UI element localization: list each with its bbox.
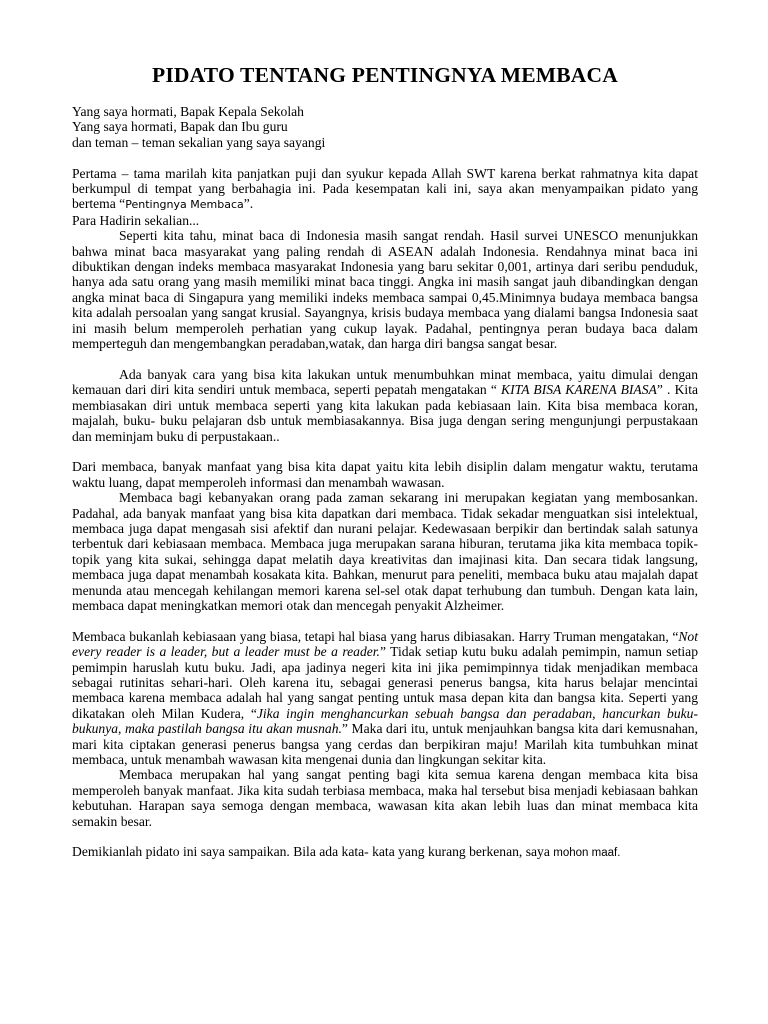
greeting-line: Yang saya hormati, Bapak dan Ibu guru [72,119,288,135]
truman-paragraph: Membaca bukanlah kebiasaan yang biasa, tetapi hal biasa yang harus dibiasakan. Harry Truman mengatakan, “Not every reader is a leader, but a leader must be a reader.” Tidak setiap kutu buku adalah pemimpin, namun setiap pemimpin haruslah kutu buku. Jadi, apa jadinya negeri kita ini jika pemimpinnya tidak menjadikan membaca sebagai rutinitas sehari-hari. Oleh karena itu, sebagai generasi penerus bangsa, kita harus belajar mencintai membaca karena membaca adalah hal yang sangat penting untuk masa depan kita dan bangsa kita. Seperti yang dikatakan oleh Milan Kudera, “Jika ingin menghancurkan sebuah bangsa dan peradaban, hancurkan buku-bukunya, maka pastilah bangsa itu akan musnah.” Maka dari itu, untuk menjauhkan bangsa kita dari kemusnahan, mari kita ciptakan generasi penerus bangsa yang cerdas dan berpikiran maju! Marilah kita tumbuhkan minat membaca, untuk menambah wawasan kita mengenai dunia dan lingkungan sekitar kita. [72,628,699,767]
apology-text: mohon maaf. [553,847,621,860]
greeting-line: Yang saya hormati, Bapak Kepala Sekolah [72,104,304,119]
cara-paragraph: Ada banyak cara yang bisa kita lakukan untuk menumbuhkan minat membaca, yaitu dimulai dengan kemauan dari diri kita sendiri untuk membaca, seperti pepatah mengatakan “ KITA BISA KARENA BIASA” . Kita membiasakan diri untuk membaca seperti yang kita lakukan pada kebiasaan lain. Kita bisa membaca koran, majalah, buku- buku pelajaran dsb untuk membiasakannya. Bisa juga dengan sering mengunjungi perpustakaan dan meminjam buku di perpustakaan.. [72,366,699,444]
hadirin-line: Para Hadirin sekalian... [72,212,200,228]
greeting-block [72,104,698,150]
truman-quote: Not every reader is a leader, but a leader must be a reader. [72,628,698,660]
proverb-quote: KITA BISA KARENA BIASA [501,382,657,398]
closing-paragraph: Demikianlah pidato ini saya sampaikan. Bila ada kata- kata yang kurang berkenan, saya mohon maaf. [72,844,621,860]
speech-document [72,62,698,862]
kudera-quote: Jika ingin menghancurkan sebuah bangsa dan peradaban, hancurkan buku-bukunya, maka pastilah bangsa itu akan musnah. [72,705,698,737]
greeting-line: dan teman – teman sekalian yang saya sayangi [72,134,326,150]
manfaat-paragraph: Dari membaca, banyak manfaat yang bisa kita dapat yaitu kita lebih disiplin dalam mengatur waktu, terutama waktu luang, dapat memperoleh informasi dan menambah wawasan. [72,459,698,490]
opening-paragraph: Pertama – tama marilah kita panjatkan puji dan syukur kepada Allah SWT karena berkat rahmatnya kita dapat berkumpul di tempat yang berbahagia ini. Pada kesempatan kali ini, saya akan menyampaikan pidato yang bertema “Pentingnya Membaca”. [72,165,698,212]
unesco-paragraph: Seperti kita tahu, minat baca di Indonesia masih sangat rendah. Hasil survei UNESCO menunjukkan bahwa minat baca masyarakat yang paling rendah di ASEAN adalah Indonesia. Rendahnya minat baca ini dibuktikan dengan indeks membaca masyarakat Indonesia yang baru sekitar 0,001, artinya dari seribu penduduk, hanya ada satu orang yang masih memiliki minat baca tinggi. Angka ini masih sangat jauh dibandingkan dengan angka minat baca di Singapura yang memiliki indeks membaca sampai 0,45.Minimnya budaya membaca bangsa kita adalah persoalan yang sangat krusial. Sayangnya, krisis budaya membaca yang dialami bangsa Indonesia saat ini masih belum memperoleh perhatian yang cukup layak. Padahal, pentingnya peran budaya baca dalam memperteguh dan mengembangkan peradaban,watak, dan harga diri bangsa sangat besar. [72,228,698,352]
page-title: PIDATO TENTANG PENTINGNYA MEMBACA [152,63,618,87]
speech-theme: Pentingnya Membaca [125,198,244,212]
kebanyakan-paragraph: Membaca bagi kebanyakan orang pada zaman sekarang ini merupakan kegiatan yang membosankan. Padahal, ada banyak manfaat yang bisa kita dapatkan dari membaca. Tidak sekadar menguatkan sisi intelektual, membaca juga dapat mengasah sisi afektif dan nurani pelajar. Kedewasaan berpikir dan bertindak salah satunya terbentuk dari kebiasaan membaca. Membaca juga merupakan sarana hiburan, terutama jika kita membaca topik-topik yang kita sukai, sehingga dapat melatih daya kreativitas dan imajinasi kita. Dan secara tidak langsung, membaca juga dapat menambah kosakata kita. Bahkan, menurut para peneliti, membaca buku atau majalah dapat menunda atau mencegah kehilangan memori karena sel-sel otak dapat terhubung dan tumbuh. Dengan kata lain, membaca dapat meningkatkan memori otak dan mencegah penyakit Alzheimer. [72,490,698,613]
penutup-paragraph: Membaca merupakan hal yang sangat penting bagi kita semua karena dengan membaca kita bisa memperoleh banyak manfaat. Jika kita sudah terbiasa membaca, maka hal tersebut bisa menjadi kebiasaan bahkan kebutuhan. Harapan saya semoga dengan membaca, wawasan kita akan lebih luas dan minat membaca kita semakin besar. [72,767,698,829]
